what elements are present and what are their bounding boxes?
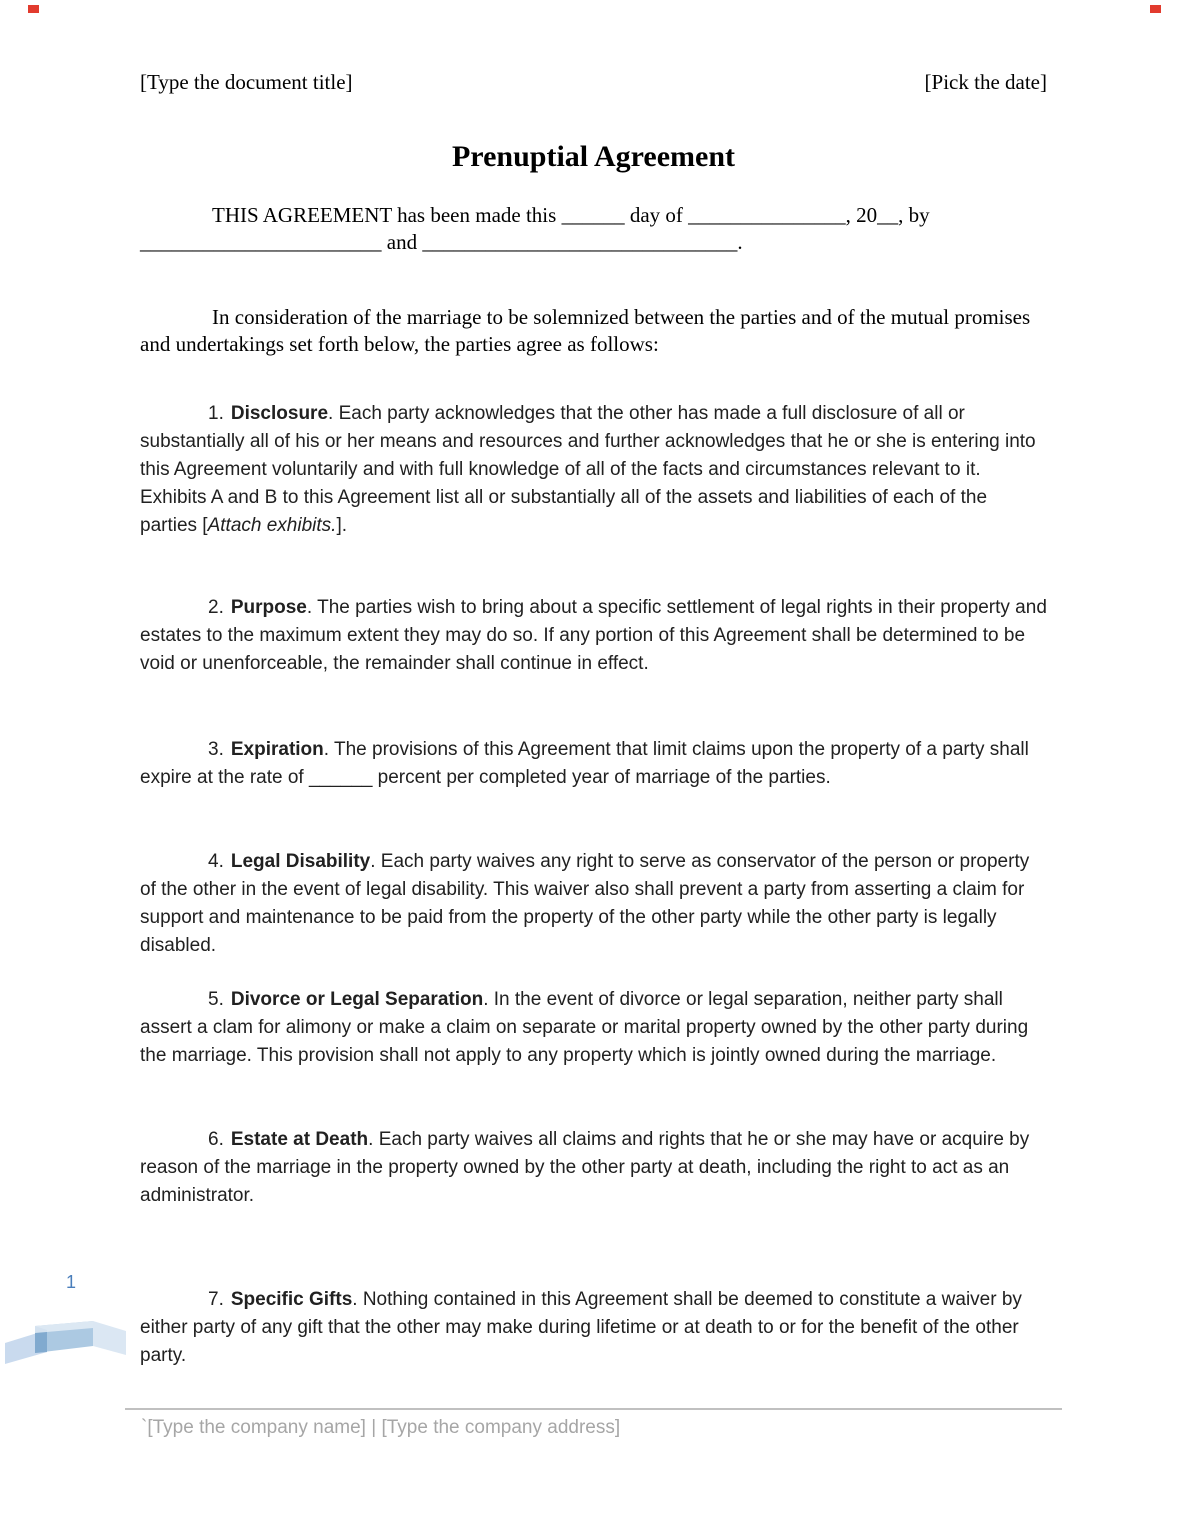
section-body: . Nothing contained in this Agreement shall be deemed to constitute a waiver by either party of any gift that the other may make during lifetime or at death to or for the benefit of the other party. [140,1289,1022,1366]
section-body-italic: Attach exhibits. [207,515,337,536]
section-heading: Purpose [230,597,307,618]
company-address-placeholder-field[interactable]: [Type the company address] [381,1417,621,1438]
section-number: 4. [208,851,224,872]
section-number: 5. [208,989,224,1010]
section-2-purpose [140,594,1047,678]
page-title: Prenuptial Agreement [451,140,736,173]
section-1-disclosure [140,400,1047,540]
intro-line-2: _______________________ and ______________________________. [140,230,743,254]
section-body: . The provisions of this Agreement that limit claims upon the property of a party shall expire at the rate of ______ percent per completed year of marriage of the parties. [140,739,1029,788]
section-body: . Each party waives all claims and rights that he or she may have or acquire by reason of the marriage in the property owned by the other party at death, including the right to act as an administrator. [140,1129,1030,1206]
intro-paragraph [140,202,1047,256]
section-heading: Disclosure [230,403,329,424]
section-heading: Divorce or Legal Separation [230,989,484,1010]
red-mark-top-left [28,5,39,13]
section-heading: Legal Disability [230,851,371,872]
consideration-paragraph: In consideration of the marriage to be solemnized between the parties and of the mutual promises and undertakings set forth below, the parties agree as follows: [140,305,1031,356]
decorative-ribbon-graphic [5,1316,127,1366]
red-mark-top-right [1150,5,1161,13]
section-6-estate-at-death [140,1126,1047,1210]
section-body: . Each party acknowledges that the other has made a full disclosure of all or substantially all of his or her means and resources and further acknowledges that he or she is entering into this Agreement voluntarily and with full knowledge of all of the facts and circumstances relevant to it. Exhibits A and B to this Agreement list all or substantially all of the assets and liabilities of each of the parties [ [140,403,1036,536]
footer-separator: | [371,1417,377,1438]
pick-date-placeholder-field[interactable]: [Pick the date] [924,70,1047,94]
section-heading: Estate at Death [230,1129,369,1150]
section-number: 2. [208,597,224,618]
section-number: 6. [208,1129,224,1150]
section-number: 3. [208,739,224,760]
intro-line-1: THIS AGREEMENT has been made this ______ day of _______________, 20__, by [212,203,930,227]
page-header [140,70,1047,95]
page-number: 1 [66,1272,77,1292]
section-body: . In the event of divorce or legal separation, neither party shall assert a clam for alimony or make a claim on separate or marital property owned by the other party during the marriage. This provision shall not apply to any property which is jointly owned during the marriage. [140,989,1029,1066]
page-footer [125,1408,1062,1439]
section-3-expiration [140,736,1047,792]
section-body: . Each party waives any right to serve as conservator of the person or property of the other in the event of legal disability. This waiver also shall prevent a party from asserting a claim for support and maintenance to be paid from the property of the other party while the other party is legally disabled. [140,851,1030,956]
section-body-after: ]. [336,515,347,536]
section-7-specific-gifts [140,1286,1047,1370]
document-title-placeholder-field[interactable]: [Type the document title] [140,70,353,94]
section-body: . The parties wish to bring about a specific settlement of legal rights in their property and estates to the maximum extent they may do so. If any portion of this Agreement shall be determined to be void or unenforceable, the remainder shall continue in effect. [140,597,1047,674]
section-heading: Specific Gifts [230,1289,353,1310]
section-number: 1. [208,403,224,424]
company-name-placeholder-field[interactable]: `[Type the company name] [141,1417,366,1438]
section-5-divorce-or-legal-separation [140,986,1047,1070]
section-4-legal-disability [140,848,1047,960]
section-heading: Expiration [230,739,324,760]
document-body [140,138,1047,1370]
section-number: 7. [208,1289,224,1310]
